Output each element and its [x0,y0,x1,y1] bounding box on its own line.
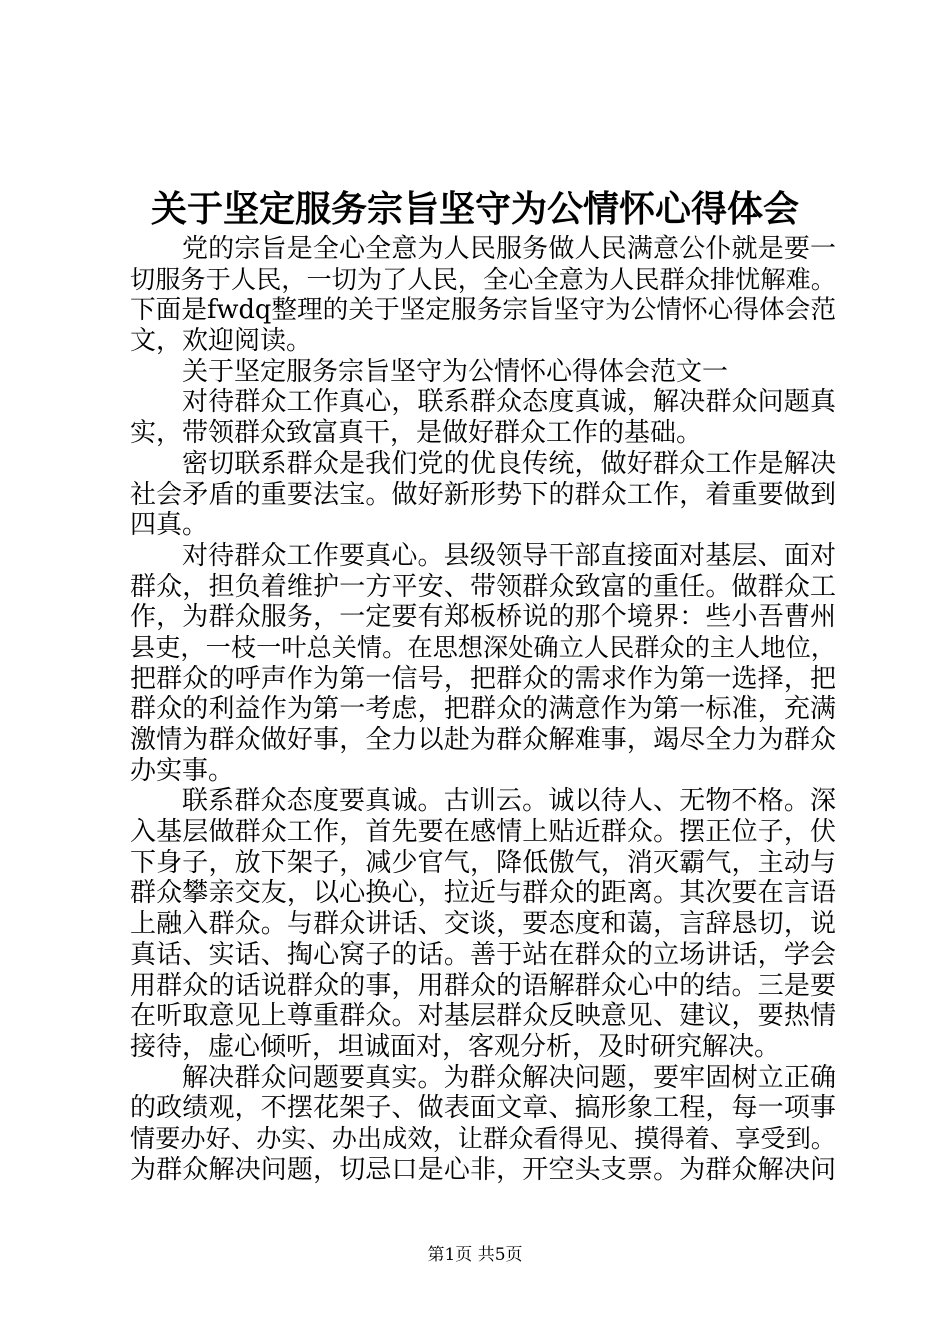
text-line: 下面是fwdq整理的关于坚定服务宗旨坚守为公情怀心得体会范 [130,295,836,326]
document-title: 关于坚定服务宗旨坚守为公情怀心得体会 [150,188,799,230]
text-line: 密切联系群众是我们党的优良传统，做好群众工作是解决 [182,448,836,479]
text-line: 关于坚定服务宗旨坚守为公情怀心得体会范文一 [182,356,729,387]
text-line: 情要办好、办实、办出成效，让群众看得见、摸得着、享受到。 [130,1123,836,1153]
text-line: 在听取意见上尊重群众。对基层群众反映意见、建议，要热情 [130,1001,836,1032]
text-line: 办实事。 [130,755,235,786]
text-line: 社会矛盾的重要法宝。做好新形势下的群众工作，着重要做到 [130,479,836,510]
text-line: 实，带领群众致富真干，是做好群众工作的基础。 [130,418,703,449]
text-line: 把群众的呼声作为第一信号，把群众的需求作为第一选择，把 [130,663,836,694]
text-line: 作，为群众服务，一定要有郑板桥说的那个境界：些小吾曹州 [130,602,836,633]
text-line: 四真。 [130,510,209,541]
text-line: 接待，虚心倾听，坦诚面对，客观分析，及时研究解决。 [130,1031,781,1062]
text-line: 的政绩观，不摆花架子、做表面文章、搞形象工程，每一项事 [130,1093,836,1124]
text-line: 群众的利益作为第一考虑，把群众的满意作为第一标准，充满 [130,694,836,725]
text-line: 下身子，放下架子，减少官气，降低傲气，消灭霸气，主动与 [130,847,836,878]
text-line: 对待群众工作要真心。县级领导干部直接面对基层、面对 [182,540,836,571]
text-line: 切服务于人民，一切为了人民，全心全意为人民群众排忧解难。 [130,264,836,294]
text-line: 党的宗旨是全心全意为人民服务做人民满意公仆就是要一 [182,234,836,264]
text-line: 入基层做群众工作，首先要在感情上贴近群众。摆正位子，伏 [130,817,836,848]
text-line: 激情为群众做好事，全力以赴为群众解难事，竭尽全力为群众 [130,725,836,755]
text-line: 用群众的话说群众的事，用群众的语解群众心中的结。三是要 [130,970,836,1001]
text-line: 群众，担负着维护一方平安、带领群众致富的重任。做群众工 [130,571,836,602]
text-line: 文，欢迎阅读。 [130,326,313,357]
page-footer: 第1页 共5页 [427,1245,523,1265]
text-line: 对待群众工作真心，联系群众态度真诚，解决群众问题真 [182,387,836,418]
text-line: 为群众解决问题，切忌口是心非，开空头支票。为群众解决问 [130,1154,836,1185]
text-line: 上融入群众。与群众讲话、交谈，要态度和蔼，言辞恳切，说 [130,909,836,940]
text-line: 县吏，一枝一叶总关情。在思想深处确立人民群众的主人地位， [130,632,836,662]
text-line: 联系群众态度要真诚。古训云。诚以待人、无物不格。深 [182,786,836,817]
text-line: 群众攀亲交友，以心换心，拉近与群众的距离。其次要在言语 [130,878,836,909]
text-line: 真话、实话、掏心窝子的话。善于站在群众的立场讲话，学会 [130,939,836,970]
document-body [130,234,836,1185]
text-line: 解决群众问题要真实。为群众解决问题，要牢固树立正确 [182,1062,836,1093]
